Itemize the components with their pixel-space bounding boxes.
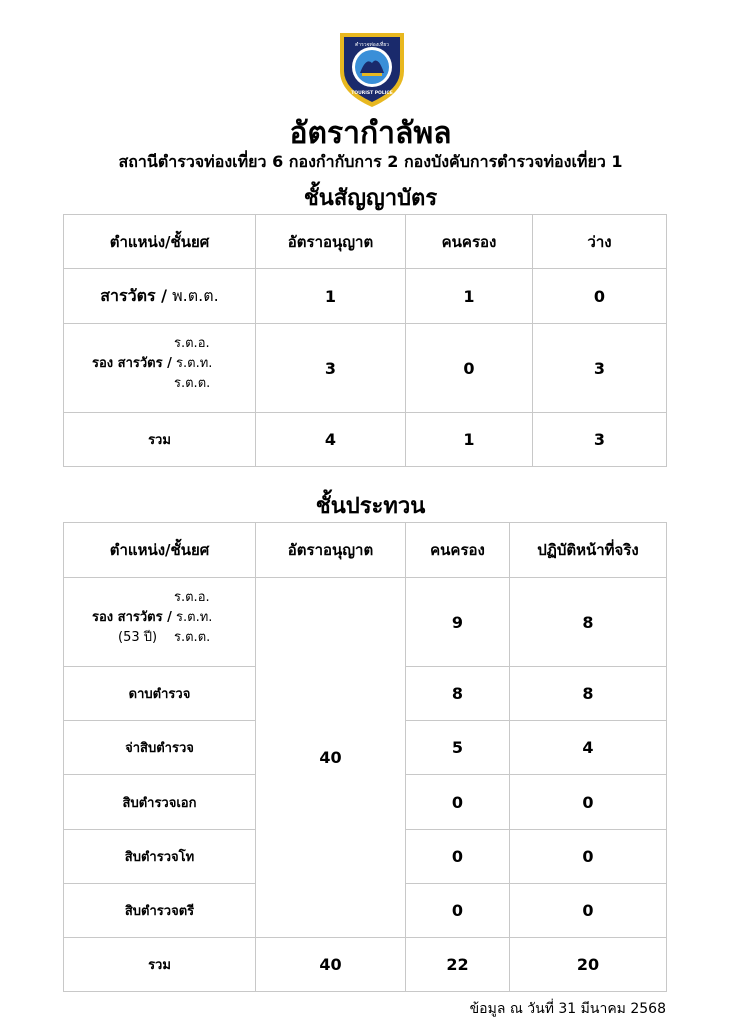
allowed-total: 40 — [256, 938, 406, 992]
logo-bottom-text: TOURIST POLICE — [351, 91, 393, 96]
actual-value: 8 — [510, 667, 667, 721]
officers-section-title: ชั้นสัญญาบัตร — [303, 186, 438, 211]
rank-line-1: ร.ต.อ. — [174, 336, 210, 351]
occupied-value: 5 — [406, 721, 510, 775]
vacant-value: 0 — [533, 269, 667, 324]
actual-value: 0 — [510, 775, 667, 830]
rank-line-1: ร.ต.อ. — [174, 590, 210, 605]
table-header-row — [64, 215, 667, 269]
rank-label: พ.ต.ต. — [172, 285, 219, 305]
table-row — [64, 578, 667, 667]
occupied-value: 0 — [406, 324, 533, 413]
page-title: อัตรากำลัพล — [289, 116, 452, 151]
position-label: จ่าสิบตำรวจ — [64, 721, 256, 775]
actual-value: 0 — [510, 884, 667, 938]
occupied-value: 1 — [406, 269, 533, 324]
actual-value: 0 — [510, 830, 667, 884]
enlisted-section-title: ชั้นประทวน — [315, 494, 426, 519]
rank-line-3: ร.ต.ต. — [174, 376, 211, 391]
table-row — [64, 269, 667, 324]
vacant-value: 3 — [533, 324, 667, 413]
position-label: สิบตำรวจโท — [64, 830, 256, 884]
enlisted-table — [63, 522, 667, 992]
total-label: รวม — [64, 938, 256, 992]
position-label: ดาบตำรวจ — [64, 667, 256, 721]
header-occupied: คนครอง — [406, 215, 533, 269]
occupied-value: 8 — [406, 667, 510, 721]
position-label: สารวัตร / — [100, 285, 168, 305]
officers-table — [63, 214, 667, 467]
header-allowed: อัตราอนุญาต — [256, 523, 406, 578]
data-date-note: ข้อมูล ณ วันที่ 31 มีนาคม 2568 — [469, 1001, 666, 1017]
age-note: (53 ปี) — [118, 630, 158, 645]
total-row — [64, 938, 667, 992]
actual-value: 4 — [510, 721, 667, 775]
occupied-total: 1 — [406, 413, 533, 467]
rank-line-2: ร.ต.ท. — [176, 610, 213, 625]
position-label: รอง สารวัตร / — [92, 610, 172, 625]
actual-value: 8 — [510, 578, 667, 667]
position-cell — [64, 269, 256, 324]
total-row — [64, 413, 667, 467]
position-cell — [64, 324, 256, 413]
tourist-police-badge-logo — [336, 27, 408, 109]
table-header-row — [64, 523, 667, 578]
position-label: สิบตำรวจตรี — [64, 884, 256, 938]
vacant-total: 3 — [533, 413, 667, 467]
allowed-total: 4 — [256, 413, 406, 467]
occupied-value: 0 — [406, 775, 510, 830]
rank-line-3: ร.ต.ต. — [174, 630, 211, 645]
header-vacant: ว่าง — [533, 215, 667, 269]
header-allowed: อัตราอนุญาต — [256, 215, 406, 269]
header-occupied: คนครอง — [406, 523, 510, 578]
position-cell — [64, 578, 256, 667]
allowed-value: 3 — [256, 324, 406, 413]
header-position: ตำแหน่ง/ชั้นยศ — [64, 523, 256, 578]
position-label: รอง สารวัตร / — [92, 356, 172, 371]
total-label: รวม — [64, 413, 256, 467]
header-actual: ปฏิบัติหน้าที่จริง — [510, 523, 667, 578]
page-subtitle: สถานีตำรวจท่องเที่ยว 6 กองกำกับการ 2 กองบังคับการตำรวจท่องเที่ยว 1 — [118, 152, 623, 171]
header-position: ตำแหน่ง/ชั้นยศ — [64, 215, 256, 269]
occupied-total: 22 — [406, 938, 510, 992]
occupied-value: 9 — [406, 578, 510, 667]
position-label: สิบตำรวจเอก — [64, 775, 256, 830]
actual-total: 20 — [510, 938, 667, 992]
occupied-value: 0 — [406, 884, 510, 938]
allowed-value: 1 — [256, 269, 406, 324]
allowed-merged-value: 40 — [256, 578, 406, 938]
occupied-value: 0 — [406, 830, 510, 884]
logo-top-text: ตำรวจท่องเที่ยว — [355, 42, 389, 48]
table-row — [64, 324, 667, 413]
rank-line-2: ร.ต.ท. — [176, 356, 213, 371]
